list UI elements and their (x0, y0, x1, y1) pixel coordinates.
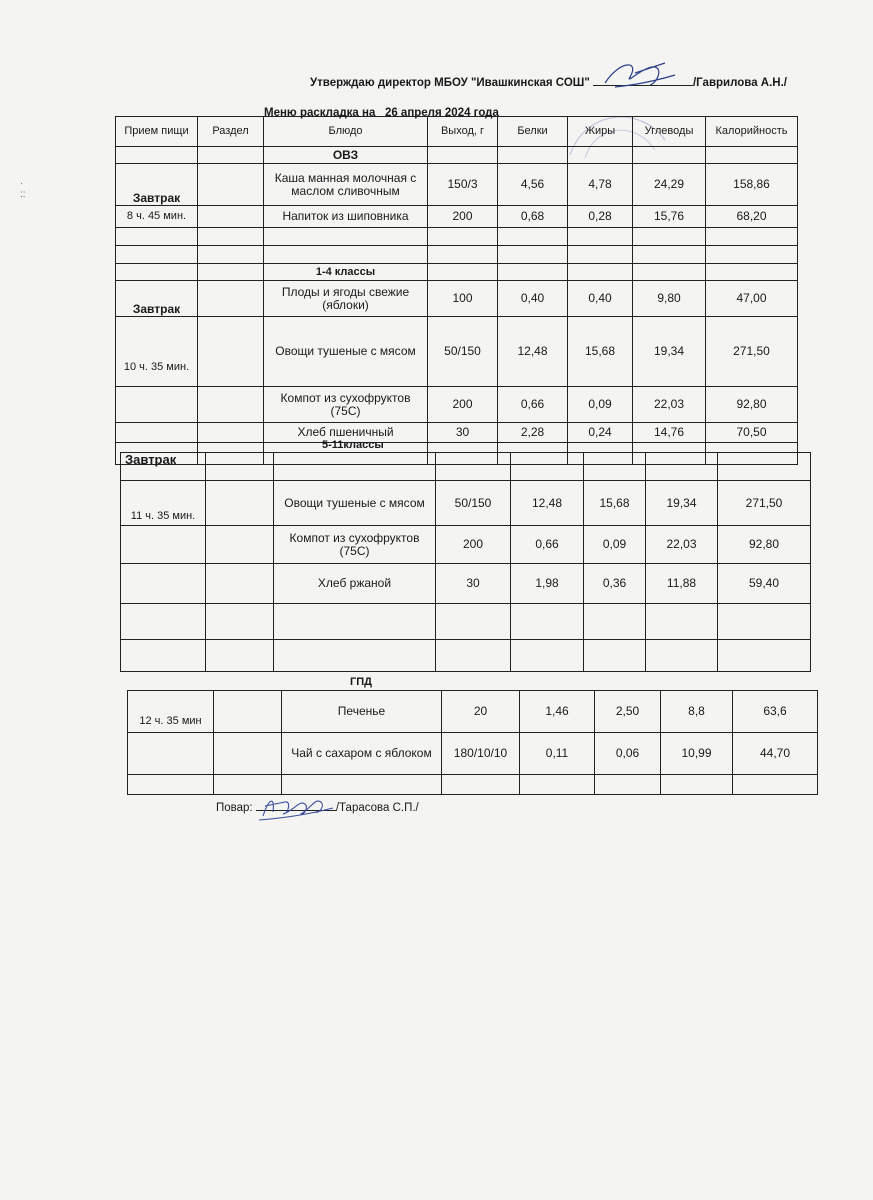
dish-protein: 2,28 (498, 423, 568, 443)
section-title-gpd: ГПД (350, 676, 372, 688)
cook-signature (255, 790, 335, 826)
col-calories: Калорийность (706, 117, 798, 147)
scan-marks: · :: (20, 178, 26, 200)
dish-calories: 70,50 (706, 423, 798, 443)
dish-fat: 0,09 (584, 526, 646, 564)
dish-output: 200 (428, 387, 498, 423)
section-row-1-4 (116, 264, 798, 281)
col-fat: Жиры (568, 117, 633, 147)
dish-carbs: 10,99 (661, 733, 733, 775)
dish-output: 200 (436, 526, 511, 564)
dish-calories: 158,86 (706, 164, 798, 206)
col-carbs: Углеводы (633, 117, 706, 147)
table-row (116, 164, 798, 206)
col-protein: Белки (498, 117, 568, 147)
dish-name: Овощи тушеные с мясом (264, 317, 428, 387)
dish-output: 200 (428, 206, 498, 228)
dish-name: Печенье (282, 691, 442, 733)
table-row (116, 423, 798, 443)
meal-name: Завтрак (121, 453, 206, 481)
table-row (128, 733, 818, 775)
dish-calories: 63,6 (733, 691, 818, 733)
dish-protein: 0,40 (498, 281, 568, 317)
empty-row (116, 228, 798, 246)
dish-calories: 47,00 (706, 281, 798, 317)
dish-protein: 0,68 (498, 206, 568, 228)
dish-protein: 1,98 (511, 564, 584, 604)
dish-calories: 68,20 (706, 206, 798, 228)
section-title-1-4: 1-4 классы (264, 264, 428, 281)
dish-fat: 4,78 (568, 164, 633, 206)
dish-output: 20 (442, 691, 520, 733)
table-row (121, 564, 811, 604)
dish-fat: 0,28 (568, 206, 633, 228)
dish-protein: 0,66 (498, 387, 568, 423)
section-title-5-11: 5-11классы (322, 439, 384, 451)
dish-name: Овощи тушеные с мясом (274, 481, 436, 526)
cook-name: /Тарасова С.П./ (335, 802, 419, 814)
empty-row (121, 604, 811, 640)
section-row-ovz (116, 147, 798, 164)
approval-text: Утверждаю директор МБОУ "Ивашкинская СОШ" (310, 77, 590, 89)
dish-name: Каша манная молочная с маслом сливочным (264, 164, 428, 206)
cook-label: Повар: (216, 802, 253, 814)
dish-calories: 92,80 (718, 526, 811, 564)
menu-date: 26 апреля 2024 года (384, 107, 499, 119)
dish-output: 150/3 (428, 164, 498, 206)
table-row (116, 387, 798, 423)
dish-fat: 15,68 (584, 481, 646, 526)
col-output: Выход, г (428, 117, 498, 147)
dish-carbs: 19,34 (646, 481, 718, 526)
dish-protein: 4,56 (498, 164, 568, 206)
dish-fat: 0,40 (568, 281, 633, 317)
col-section: Раздел (198, 117, 264, 147)
col-meal: Прием пищи (116, 117, 198, 147)
meal-time: 12 ч. 35 мин (128, 691, 214, 733)
dish-fat: 0,36 (584, 564, 646, 604)
menu-table-3 (127, 690, 818, 795)
dish-output: 180/10/10 (442, 733, 520, 775)
dish-output: 30 (436, 564, 511, 604)
dish-protein: 12,48 (511, 481, 584, 526)
dish-protein: 0,11 (520, 733, 595, 775)
dish-carbs: 14,76 (633, 423, 706, 443)
dish-fat: 15,68 (568, 317, 633, 387)
table-row (116, 206, 798, 228)
dish-name: Хлеб ржаной (274, 564, 436, 604)
dish-protein: 0,66 (511, 526, 584, 564)
dish-calories: 271,50 (706, 317, 798, 387)
dish-output: 50/150 (428, 317, 498, 387)
table-row (121, 481, 811, 526)
approval-line (310, 75, 787, 89)
menu-table-1 (115, 116, 798, 465)
dish-carbs: 22,03 (633, 387, 706, 423)
table-row (121, 453, 811, 481)
dish-carbs: 19,34 (633, 317, 706, 387)
meal-time: 8 ч. 45 мин. (116, 206, 198, 228)
dish-fat: 0,09 (568, 387, 633, 423)
dish-calories: 44,70 (733, 733, 818, 775)
dish-name: Плоды и ягоды свежие (яблоки) (264, 281, 428, 317)
dish-carbs: 9,80 (633, 281, 706, 317)
table-row (128, 691, 818, 733)
table-row (116, 281, 798, 317)
dish-carbs: 8,8 (661, 691, 733, 733)
meal-name: Завтрак (116, 281, 198, 317)
dish-name: Напиток из шиповника (264, 206, 428, 228)
dish-name: Компот из сухофруктов (75С) (264, 387, 428, 423)
empty-row (128, 775, 818, 795)
meal-time: 11 ч. 35 мин. (121, 481, 206, 526)
dish-name: Хлеб пшеничный (264, 423, 428, 443)
dish-carbs: 22,03 (646, 526, 718, 564)
menu-label: Меню раскладка на (264, 107, 376, 119)
table-row (116, 317, 798, 387)
dish-output: 50/150 (436, 481, 511, 526)
dish-calories: 271,50 (718, 481, 811, 526)
dish-fat: 0,06 (595, 733, 661, 775)
header-row (116, 117, 798, 147)
section-title-ovz: ОВЗ (264, 147, 428, 164)
meal-name: Завтрак (116, 164, 198, 206)
dish-carbs: 11,88 (646, 564, 718, 604)
col-dish: Блюдо (264, 117, 428, 147)
dish-name: Компот из сухофруктов (75С) (274, 526, 436, 564)
dish-output: 30 (428, 423, 498, 443)
director-name: /Гаврилова А.Н./ (692, 77, 787, 89)
dish-calories: 59,40 (718, 564, 811, 604)
dish-calories: 92,80 (706, 387, 798, 423)
menu-table-2 (120, 452, 811, 672)
dish-fat: 0,24 (568, 423, 633, 443)
dish-carbs: 15,76 (633, 206, 706, 228)
meal-time: 10 ч. 35 мин. (116, 317, 198, 387)
director-signature (595, 55, 680, 95)
empty-row (121, 640, 811, 672)
dish-fat: 2,50 (595, 691, 661, 733)
dish-name: Чай с сахаром с яблоком (282, 733, 442, 775)
table-row (121, 526, 811, 564)
empty-row (116, 246, 798, 264)
dish-protein: 12,48 (498, 317, 568, 387)
dish-carbs: 24,29 (633, 164, 706, 206)
dish-output: 100 (428, 281, 498, 317)
dish-protein: 1,46 (520, 691, 595, 733)
